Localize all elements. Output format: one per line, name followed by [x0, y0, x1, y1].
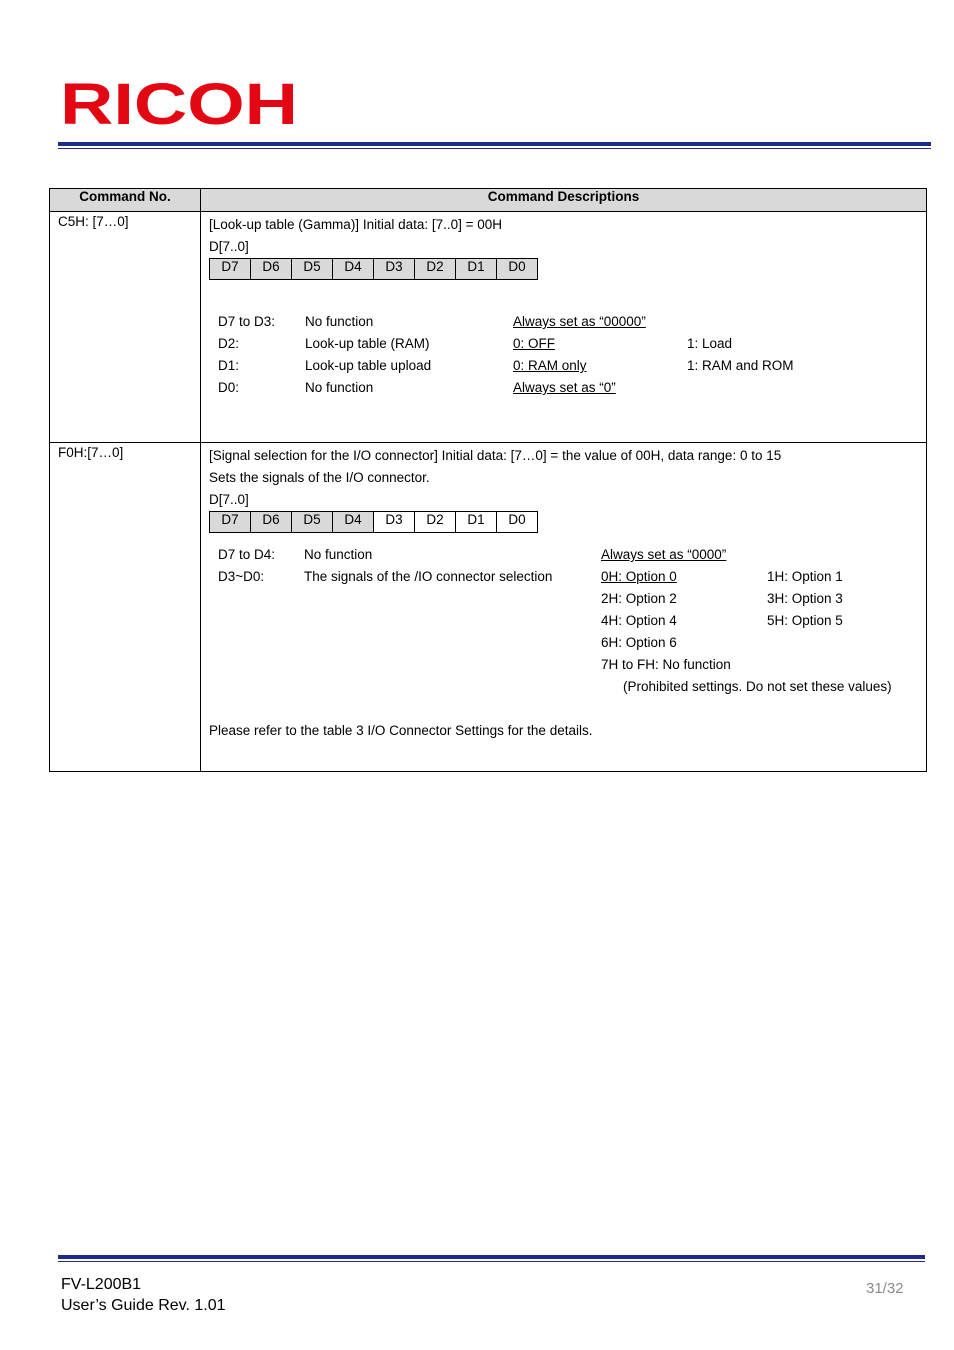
command-note: Please refer to the table 3 I/O Connector Settings for the details.: [209, 723, 593, 738]
table-row: [50, 212, 927, 443]
command-subtitle: Sets the signals of the I/O connector.: [209, 470, 430, 485]
bit-cell: D3: [374, 512, 415, 533]
footer-doc-title: User’s Guide Rev. 1.01: [61, 1297, 226, 1314]
col-header-command-no: Command No.: [50, 189, 201, 212]
bit-cell: D2: [415, 259, 456, 280]
command-number: F0H:[7…0]: [50, 443, 201, 772]
command-title: [Signal selection for the I/O connector] Initial data: [7…0] = the value of 00H, data range: 0 to 15: [209, 448, 782, 463]
bit-description-row: D1: Look-up table upload 0: RAM only 1: RAM and ROM: [218, 358, 794, 373]
footer-model: FV-L200B1: [61, 1276, 142, 1293]
ricoh-logo: [60, 78, 300, 128]
bit-cell: D6: [251, 259, 292, 280]
bit-cell: D0: [497, 512, 538, 533]
bit-description-row: D7 to D4: No function Always set as “0000”: [218, 547, 727, 562]
bit-description-row: 6H: Option 6: [601, 635, 677, 650]
bit-cell: D5: [292, 512, 333, 533]
bit-label: D[7..0]: [209, 492, 249, 507]
bit-table: [209, 511, 538, 533]
bit-description-row: (Prohibited settings. Do not set these values): [623, 679, 892, 694]
bit-cell: D4: [333, 512, 374, 533]
bit-cell: D3: [374, 259, 415, 280]
bit-table: [209, 258, 538, 280]
bit-cell: D1: [456, 512, 497, 533]
bit-cell: D4: [333, 259, 374, 280]
bit-description-row: 4H: Option 4 5H: Option 5: [601, 613, 843, 628]
command-description: [201, 443, 927, 772]
bit-cell: D7: [210, 512, 251, 533]
bit-description-row: D0: No function Always set as “0”: [218, 380, 616, 395]
col-header-descriptions: Command Descriptions: [201, 189, 927, 212]
bit-label: D[7..0]: [209, 239, 249, 254]
bit-cell: D5: [292, 259, 333, 280]
command-table: [49, 188, 927, 772]
footer-rule: [58, 1255, 925, 1262]
command-title: [Look-up table (Gamma)] Initial data: [7..0] = 00H: [209, 217, 503, 232]
bit-description-row: D3~D0: The signals of the /IO connector selection 0H: Option 0 1H: Option 1: [218, 569, 843, 584]
bit-cell: D6: [251, 512, 292, 533]
bit-cell: D1: [456, 259, 497, 280]
bit-cell: D7: [210, 259, 251, 280]
page-number: 31/32: [866, 1280, 904, 1297]
footer-left: [61, 1274, 226, 1316]
bit-cell: D2: [415, 512, 456, 533]
header-rule: [58, 142, 931, 149]
command-description: [201, 212, 927, 443]
table-row: [50, 443, 927, 772]
bit-description-row: D2: Look-up table (RAM) 0: OFF 1: Load: [218, 336, 733, 351]
bit-description-row: D7 to D3: No function Always set as “00000”: [218, 314, 646, 329]
svg-text:RICOH: RICOH: [60, 78, 298, 128]
bit-description-row: 7H to FH: No function: [601, 657, 731, 672]
bit-description-row: 2H: Option 2 3H: Option 3: [601, 591, 843, 606]
command-number: C5H: [7…0]: [50, 212, 201, 443]
table-header-row: [50, 189, 927, 212]
bit-cell: D0: [497, 259, 538, 280]
